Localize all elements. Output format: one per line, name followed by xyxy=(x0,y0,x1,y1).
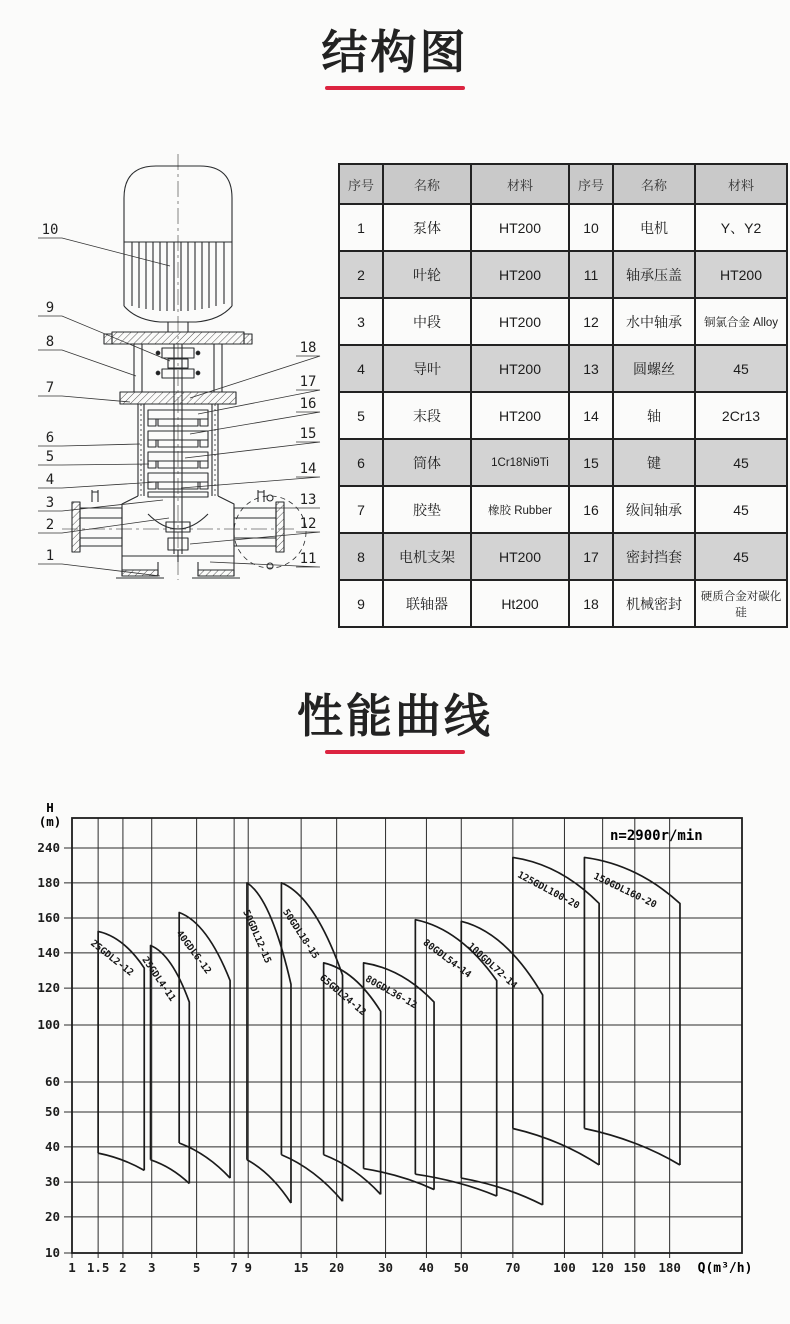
part-number: 16 xyxy=(299,396,317,412)
part-number: 12 xyxy=(299,516,317,532)
table-cell: 中段 xyxy=(383,298,471,345)
x-tick-label: 20 xyxy=(329,1260,345,1275)
y-tick-label: 20 xyxy=(44,1208,60,1224)
curve-label: 40GDL6-12 xyxy=(173,928,214,977)
x-tick-label: 15 xyxy=(293,1260,309,1275)
part-number: 18 xyxy=(299,340,317,356)
column-header: 名称 xyxy=(613,164,695,204)
curve-label: 25GDL2-12 xyxy=(88,937,136,979)
table-cell: 水中轴承 xyxy=(613,298,695,345)
part-number: 2 xyxy=(45,517,55,533)
part-number: 14 xyxy=(299,461,317,477)
x-tick-label: 50 xyxy=(453,1260,469,1275)
table-row xyxy=(339,251,787,298)
table-cell: 15 xyxy=(569,439,613,486)
x-tick-label: 180 xyxy=(658,1260,681,1275)
table-cell: 12 xyxy=(569,298,613,345)
pump-top-flange xyxy=(120,392,236,404)
table-cell: 筒体 xyxy=(383,439,471,486)
part-callout-7 xyxy=(38,380,130,402)
table-cell: 2 xyxy=(339,251,383,298)
table-cell: 泵体 xyxy=(383,204,471,251)
curve-envelope xyxy=(513,857,599,1165)
table-cell: 橡胶 Rubber xyxy=(471,486,569,533)
curve-label: 150GDL160-20 xyxy=(591,871,659,911)
pump-curve-40GDL6-12 xyxy=(174,912,230,1178)
table-cell: Ht200 xyxy=(471,580,569,627)
y-tick-label: 50 xyxy=(44,1104,60,1120)
curve-label: 65GDL24-12 xyxy=(317,972,368,1019)
y-tick-label: 10 xyxy=(44,1245,60,1260)
table-cell: 9 xyxy=(339,580,383,627)
table-cell: 45 xyxy=(695,439,787,486)
column-header: 材料 xyxy=(695,164,787,204)
part-number: 11 xyxy=(299,551,317,567)
table-row xyxy=(339,580,787,627)
curve-label: 50GDL12-15 xyxy=(240,908,274,966)
pump-diagram-svg xyxy=(20,146,338,632)
part-callout-9 xyxy=(38,300,170,361)
table-cell: 导叶 xyxy=(383,345,471,392)
structure-title-underline xyxy=(325,86,465,90)
y-tick-label: 180 xyxy=(37,874,60,890)
table-row xyxy=(339,345,787,392)
table-cell: 10 xyxy=(569,204,613,251)
column-header: 序号 xyxy=(569,164,613,204)
part-callout-11 xyxy=(210,551,320,567)
table-row xyxy=(339,392,787,439)
y-tick-label: 240 xyxy=(37,840,60,856)
x-tick-label: 100 xyxy=(553,1260,576,1275)
speed-annotation: n=2900r/min xyxy=(610,828,703,844)
table-cell: 轴承压盖 xyxy=(613,251,695,298)
table-cell: 45 xyxy=(695,486,787,533)
x-tick-label: 30 xyxy=(378,1260,394,1275)
x-tick-label: 9 xyxy=(244,1260,252,1275)
table-cell: 3 xyxy=(339,298,383,345)
table-cell: 机械密封 xyxy=(613,580,695,627)
performance-curve-chart xyxy=(20,798,770,1318)
table-cell: HT200 xyxy=(471,345,569,392)
table-cell: HT200 xyxy=(471,251,569,298)
table-cell: 5 xyxy=(339,392,383,439)
motor-flange xyxy=(104,332,252,344)
table-cell: 45 xyxy=(695,345,787,392)
part-number: 1 xyxy=(45,548,55,564)
discharge-flange xyxy=(234,490,284,552)
table-cell: 7 xyxy=(339,486,383,533)
part-callout-10 xyxy=(38,222,170,266)
column-header: 材料 xyxy=(471,164,569,204)
performance-section-title: 性能曲线 xyxy=(297,690,493,742)
part-number: 4 xyxy=(45,472,55,488)
parts-table xyxy=(338,163,788,628)
part-number: 15 xyxy=(299,426,317,442)
table-row xyxy=(339,486,787,533)
suction-flange xyxy=(72,490,122,552)
part-number: 9 xyxy=(45,300,55,316)
table-cell: 硬质合金对碳化硅 xyxy=(695,580,787,627)
x-tick-label: 120 xyxy=(591,1260,614,1275)
x-tick-label: 40 xyxy=(418,1260,434,1275)
table-cell: 4 xyxy=(339,345,383,392)
table-row xyxy=(339,439,787,486)
table-row xyxy=(339,533,787,580)
pump-curve-80GDL36-12 xyxy=(363,963,434,1190)
table-cell: HT200 xyxy=(471,204,569,251)
x-tick-label: 1 xyxy=(68,1260,76,1275)
y-tick-label: 30 xyxy=(44,1174,60,1190)
x-tick-label: 150 xyxy=(623,1260,647,1275)
table-cell: 密封挡套 xyxy=(613,533,695,580)
table-cell: 键 xyxy=(613,439,695,486)
parts-table-body xyxy=(339,204,787,627)
table-cell: 8 xyxy=(339,533,383,580)
y-tick-label: 140 xyxy=(37,944,60,960)
y-axis-unit: (m) xyxy=(38,814,62,829)
pump-curve-65GDL24-12 xyxy=(317,963,380,1195)
part-callout-4 xyxy=(38,472,157,488)
table-cell: 级间轴承 xyxy=(613,486,695,533)
table-cell: HT200 xyxy=(471,392,569,439)
table-cell: 6 xyxy=(339,439,383,486)
y-tick-label: 120 xyxy=(37,980,60,996)
part-number: 10 xyxy=(41,222,59,238)
curve-label: 125GDL100-20 xyxy=(515,869,582,912)
table-cell: 14 xyxy=(569,392,613,439)
table-cell: 电机 xyxy=(613,204,695,251)
curve-envelope xyxy=(461,921,542,1205)
table-cell: 叶轮 xyxy=(383,251,471,298)
table-cell: Y、Y2 xyxy=(695,204,787,251)
performance-chart-svg xyxy=(20,798,770,1318)
y-axis-label: H xyxy=(46,800,54,815)
part-callout-12 xyxy=(190,516,320,544)
table-cell: 45 xyxy=(695,533,787,580)
part-number: 5 xyxy=(45,449,55,465)
y-tick-label: 100 xyxy=(37,1017,60,1033)
column-header: 序号 xyxy=(339,164,383,204)
table-cell: 胶垫 xyxy=(383,486,471,533)
part-number: 17 xyxy=(299,374,317,390)
x-tick-label: 2 xyxy=(119,1260,127,1275)
part-number: 7 xyxy=(45,380,55,396)
part-callout-3 xyxy=(38,495,163,511)
pump-curve-125GDL100-20 xyxy=(513,857,599,1165)
curve-label: 80GDL36-12 xyxy=(363,973,419,1012)
parts-table-header xyxy=(339,164,787,204)
table-cell: 18 xyxy=(569,580,613,627)
pump-curve-50GDL18-15 xyxy=(280,883,342,1201)
table-cell: 轴 xyxy=(613,392,695,439)
part-callout-14 xyxy=(181,461,320,488)
curve-label: 25GDL4-11 xyxy=(139,954,178,1004)
curve-label: 50GDL18-15 xyxy=(280,907,321,962)
table-row xyxy=(339,298,787,345)
table-cell: 16 xyxy=(569,486,613,533)
column-header: 名称 xyxy=(383,164,471,204)
table-cell: 联轴器 xyxy=(383,580,471,627)
x-axis-label: Q(m³/h) xyxy=(697,1261,753,1276)
structure-section-title: 结构图 xyxy=(321,26,469,78)
curve-label: 80GDL54-14 xyxy=(420,937,474,981)
table-cell: 2Cr13 xyxy=(695,392,787,439)
pump-curve-100GDL72-14 xyxy=(461,921,542,1205)
table-cell: 1Cr18Ni9Ti xyxy=(471,439,569,486)
part-callout-6 xyxy=(38,430,140,446)
performance-title-underline xyxy=(325,750,465,754)
y-tick-label: 160 xyxy=(37,910,60,926)
part-number: 13 xyxy=(299,492,317,508)
part-number: 3 xyxy=(45,495,55,511)
x-tick-label: 7 xyxy=(230,1260,238,1275)
table-cell: 铜氯合金 Alloy xyxy=(695,298,787,345)
table-cell: 11 xyxy=(569,251,613,298)
x-tick-label: 1.5 xyxy=(86,1260,110,1275)
pump-curve-25GDL2-12 xyxy=(88,931,144,1170)
table-cell: 末段 xyxy=(383,392,471,439)
y-tick-label: 60 xyxy=(44,1074,60,1090)
table-cell: 圆螺丝 xyxy=(613,345,695,392)
table-cell: HT200 xyxy=(471,298,569,345)
y-tick-label: 40 xyxy=(44,1138,60,1154)
table-cell: 电机支架 xyxy=(383,533,471,580)
pump-curve-25GDL4-11 xyxy=(139,946,189,1184)
x-tick-label: 3 xyxy=(147,1260,156,1275)
x-tick-label: 70 xyxy=(505,1260,521,1275)
pump-structure-diagram xyxy=(20,146,338,632)
part-callout-5 xyxy=(38,449,149,465)
table-cell: 17 xyxy=(569,533,613,580)
table-cell: HT200 xyxy=(695,251,787,298)
part-number: 6 xyxy=(45,430,55,446)
part-number: 8 xyxy=(45,334,55,350)
table-cell: 13 xyxy=(569,345,613,392)
x-tick-label: 5 xyxy=(192,1260,201,1275)
part-callout-13 xyxy=(267,492,320,508)
table-cell: 1 xyxy=(339,204,383,251)
bolt-detail-circle xyxy=(234,495,306,569)
table-row xyxy=(339,204,787,251)
curve-label: 100GDL72-14 xyxy=(465,940,520,992)
grid xyxy=(64,818,742,1258)
table-cell: HT200 xyxy=(471,533,569,580)
part-callout-2 xyxy=(38,517,169,533)
